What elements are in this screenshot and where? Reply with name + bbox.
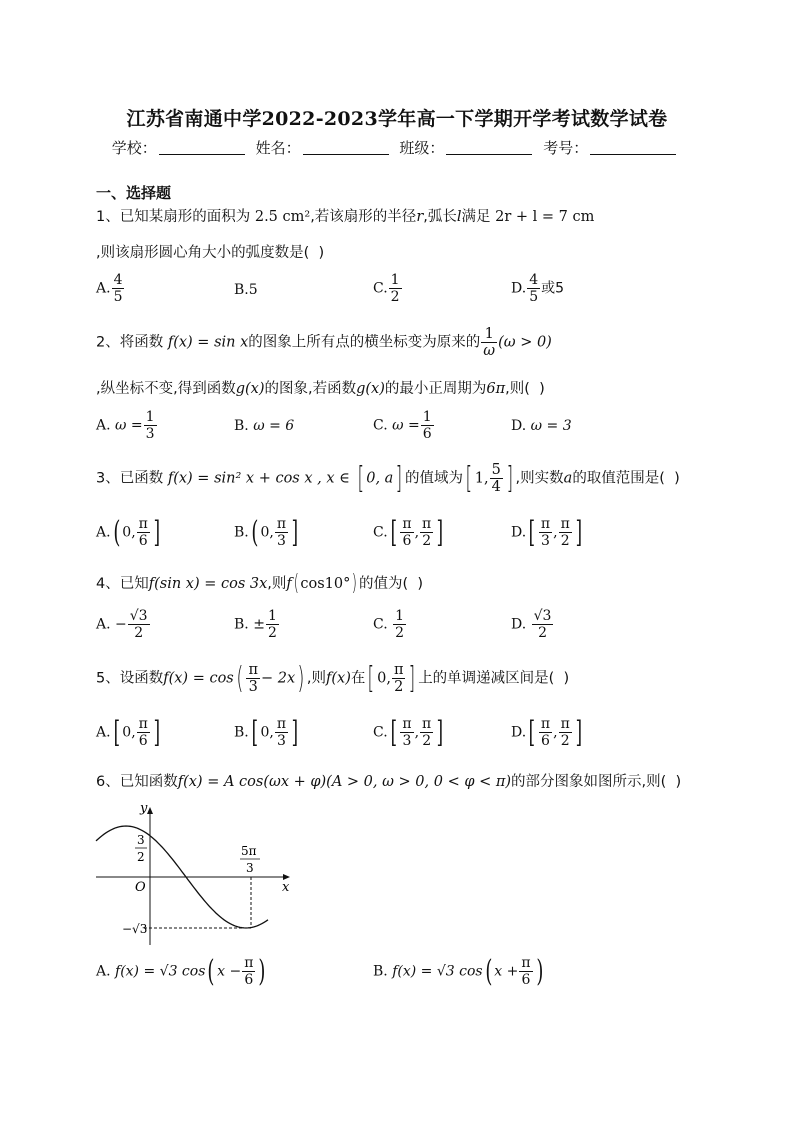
fraction (128, 608, 150, 641)
option-label: C. (373, 417, 388, 434)
name-label: 姓名： (255, 139, 301, 157)
question-text: 已知函数 (119, 774, 178, 790)
option-label: B. (234, 616, 249, 633)
option-3d[interactable]: D.[ $\frac{\pi}{3}$ , $\frac{\pi}{2}$ ] (511, 514, 582, 550)
bracket: ] (409, 660, 416, 696)
question-1-line-2: ,则该扇形圆心角大小的弧度数是( ) (96, 245, 325, 261)
denominator: 6 (244, 972, 254, 988)
fraction (389, 272, 402, 305)
option-4d[interactable] (511, 608, 554, 641)
numerator: 4 (113, 272, 123, 288)
function-graph (92, 798, 302, 948)
math-fx: f(x) (326, 670, 351, 687)
denominator: 5 (113, 289, 123, 305)
question-text: 的部分图象如图所示,则( ) (511, 774, 682, 790)
paren: ( (207, 953, 215, 989)
student-info-line (0, 137, 794, 158)
question-text: ,则实数 (515, 470, 564, 487)
question-number: 5、 (96, 670, 120, 687)
math-range: 1, (474, 470, 489, 487)
denominator: 2 (394, 679, 404, 695)
denominator: 6 (422, 426, 432, 442)
math-period: 6π (486, 381, 506, 397)
fraction (242, 955, 255, 988)
option-value: ω = 6 (253, 418, 295, 434)
question-number: 2、 (96, 334, 120, 351)
school-label: 学校： (111, 139, 157, 157)
question-text: 满足 (461, 209, 491, 225)
question-text: 已知某扇形的面积为 (119, 209, 251, 225)
option-2c[interactable] (373, 409, 435, 442)
section-heading: 一、选择题 (96, 184, 172, 202)
x-mark-denominator: 3 (246, 861, 254, 875)
math-function: f(x) = sin² x + cos x , x ∈ (167, 470, 350, 487)
math-l: l (456, 209, 462, 225)
option-3b[interactable] (234, 516, 301, 549)
fraction (490, 462, 503, 495)
fraction (393, 608, 406, 641)
y-top-denominator: 2 (137, 850, 145, 864)
fraction (421, 409, 434, 442)
option-1d[interactable] (511, 272, 564, 305)
bracket: ] (436, 714, 444, 750)
bracket: ] (395, 460, 403, 496)
question-number: 1、 (96, 209, 120, 225)
numerator: π (276, 716, 287, 732)
denominator: 2 (422, 733, 432, 749)
y-axis-arrow-icon (147, 807, 153, 814)
numerator: 1 (422, 409, 432, 425)
option-6a[interactable] (96, 955, 268, 988)
question-text: 的值为( ) (358, 576, 424, 592)
denominator: 3 (276, 533, 286, 549)
numerator: 1 (390, 272, 400, 288)
bracket: ] (153, 714, 160, 750)
option-2a[interactable] (96, 409, 158, 442)
bracket: ( (251, 514, 259, 550)
option-suffix: 或5 (541, 280, 565, 297)
paren: ) (352, 571, 358, 596)
math-f: f (286, 576, 292, 592)
question-text: 已函数 (119, 470, 164, 487)
numerator: 1 (481, 326, 497, 343)
bracket: [ (528, 514, 536, 550)
numerator: π (560, 716, 570, 732)
question-text: ,弧长 (423, 209, 457, 225)
option-label: D. (511, 524, 527, 541)
option-label: D. (511, 616, 527, 633)
denominator: 6 (402, 533, 412, 549)
option-label: B. (234, 282, 249, 298)
question-text: ,则 (306, 670, 327, 687)
option-prefix: ω = (392, 417, 420, 434)
math-a: a (563, 470, 573, 487)
paren: ) (297, 660, 305, 696)
x-axis-label: x (282, 880, 290, 895)
denominator: 6 (138, 533, 148, 549)
interval-low: 0, (122, 524, 136, 541)
fraction (532, 608, 554, 641)
question-text: 的取值范围是( ) (572, 470, 680, 487)
option-label: A. (96, 280, 111, 297)
question-number: 4、 (96, 576, 120, 592)
option-label: A. (96, 417, 111, 434)
option-label: C. (373, 616, 388, 633)
question-4-line (96, 569, 423, 599)
bracket: ] (575, 514, 582, 550)
paren: ( (293, 571, 299, 596)
fraction (539, 516, 552, 549)
numerator: π (560, 516, 570, 532)
question-text: 的图象,若函数 (264, 381, 357, 397)
bracket: ] (436, 514, 444, 550)
numerator: √3 (129, 608, 148, 624)
paren: ) (535, 953, 543, 989)
option-prefix: ω = (115, 417, 143, 434)
numerator: 1 (267, 608, 277, 624)
denominator: 3 (276, 733, 286, 749)
numerator: π (422, 716, 432, 732)
bracket: ( (112, 514, 120, 550)
paren: ( (236, 660, 244, 696)
denominator: 3 (248, 679, 258, 695)
option-label: D. (511, 418, 527, 434)
bracket: [ (390, 514, 397, 550)
bracket: ] (291, 714, 299, 750)
bracket: [ (528, 714, 536, 750)
denominator: 3 (402, 733, 412, 749)
bracket: [ (251, 714, 258, 750)
paren: ) (258, 953, 266, 989)
number-label: 考号： (543, 139, 589, 157)
denominator: 2 (134, 625, 144, 641)
option-inner: x + (494, 963, 519, 980)
bracket: ] (506, 460, 513, 496)
fraction (559, 516, 572, 549)
math-function: f(x) = A cos(ωx + φ) (177, 774, 327, 790)
interval-low: 0, (260, 524, 274, 541)
option-5c[interactable]: C.[ $\frac{\pi}{3}$ , $\frac{\pi}{2}$ ] (373, 714, 444, 750)
class-blank[interactable] (446, 154, 532, 155)
fraction (144, 409, 157, 442)
option-label: B. (234, 524, 249, 541)
question-6-line (96, 770, 681, 791)
option-5b[interactable] (234, 716, 301, 749)
denominator: 2 (267, 625, 277, 641)
fraction (275, 516, 288, 549)
option-1c[interactable] (373, 272, 403, 305)
math-r: r (416, 209, 424, 225)
numerator: 1 (145, 409, 155, 425)
math-condition: (A > 0, ω > 0, 0 < φ < π) (326, 774, 512, 790)
option-prefix: ± (253, 616, 265, 633)
option-label: D. (511, 724, 527, 741)
numerator: π (521, 955, 531, 971)
question-text: 设函数 (119, 670, 164, 687)
fraction (420, 516, 433, 549)
math-function: f(x) = cos (163, 670, 234, 687)
fraction (420, 716, 433, 749)
denominator: 6 (138, 733, 148, 749)
question-text: 将函数 (119, 334, 164, 351)
option-label: C. (373, 524, 388, 541)
numerator: π (393, 662, 404, 678)
option-value: 5 (248, 282, 258, 298)
option-label: B. (234, 418, 249, 434)
numerator: π (402, 716, 412, 732)
name-blank[interactable] (303, 154, 389, 155)
numerator: √3 (533, 608, 552, 624)
question-text: ,若该扇形的半径 (310, 209, 417, 225)
math-function: f(sin x) = cos 3x (148, 576, 268, 592)
question-5-line (96, 662, 569, 695)
numerator: 1 (395, 608, 405, 624)
numerator: π (248, 662, 259, 678)
question-text: 的最小正周期为 (384, 381, 487, 397)
numerator: π (276, 516, 287, 532)
denominator: 2 (538, 625, 548, 641)
paren: ( (484, 953, 492, 989)
question-2-line-2 (96, 377, 545, 398)
interval-low: 0, (260, 724, 274, 741)
fraction (400, 516, 413, 549)
math-equation: 2r + l = 7 cm (495, 209, 595, 225)
denominator: 3 (145, 426, 155, 442)
option-3c[interactable]: C.[ $\frac{\pi}{6}$ , $\frac{\pi}{2}$ ] (373, 514, 444, 550)
denominator: 2 (395, 625, 405, 641)
school-blank[interactable] (159, 154, 245, 155)
option-label: A. (96, 616, 111, 633)
origin-label: O (135, 880, 146, 895)
fraction (137, 516, 150, 549)
question-1-line-1 (96, 205, 594, 226)
numerator: 4 (529, 272, 539, 288)
option-inner: x − (217, 963, 242, 980)
option-label: C. (373, 280, 388, 297)
question-number: 6、 (96, 774, 120, 790)
option-5a[interactable] (96, 716, 163, 749)
denominator: 4 (491, 479, 501, 495)
number-blank[interactable] (590, 154, 676, 155)
option-2b[interactable] (234, 418, 294, 434)
math-condition: (ω > 0) (498, 334, 552, 351)
denominator: 5 (529, 289, 539, 305)
option-1b[interactable] (234, 282, 258, 298)
denominator: 6 (521, 972, 531, 988)
bracket: [ (368, 660, 375, 696)
numerator: π (402, 516, 412, 532)
option-label: A. (96, 724, 111, 741)
option-label: A. (96, 963, 111, 980)
math-function: f(x) = sin x (167, 334, 249, 351)
question-text: ,则( ) (505, 381, 545, 397)
option-label: C. (373, 724, 388, 741)
bracket: ] (153, 514, 160, 550)
y-axis-label: y (140, 801, 148, 816)
math-argument: − 2x (261, 670, 296, 687)
option-4a[interactable] (96, 608, 151, 641)
fraction (481, 326, 497, 359)
numerator: π (138, 716, 148, 732)
option-4b[interactable] (234, 608, 280, 641)
option-3a[interactable] (96, 516, 163, 549)
math-area: 2.5 cm² (254, 209, 311, 225)
option-prefix: f(x) = √3 cos (115, 963, 206, 980)
bracket: ] (291, 514, 299, 550)
fraction (400, 716, 413, 749)
class-label: 班级： (399, 139, 445, 157)
fraction (559, 716, 572, 749)
bracket: [ (357, 460, 364, 496)
bracket: [ (113, 714, 120, 750)
math-expression: cos10° (300, 576, 351, 592)
fraction (392, 662, 406, 695)
question-text: 在 (350, 670, 366, 687)
question-text: 上的单调递减区间是( ) (418, 670, 570, 687)
bracket: ] (575, 714, 582, 750)
question-text: ,纵坐标不变,得到函数 (96, 381, 236, 397)
y-bottom-label: −√3 (122, 922, 148, 936)
question-3-line (96, 462, 680, 495)
math-g: g(x) (356, 381, 385, 397)
numerator: π (422, 516, 432, 532)
x-mark-numerator: 5π (241, 844, 257, 858)
option-value: ω = 3 (530, 418, 572, 434)
math-g: g(x) (235, 381, 265, 397)
question-2-line-1 (96, 326, 552, 359)
numerator: π (540, 716, 551, 732)
question-text: 已知 (119, 576, 149, 592)
denominator: 3 (541, 533, 550, 549)
fraction (246, 662, 260, 695)
option-2d[interactable] (511, 418, 572, 434)
option-1a[interactable] (96, 272, 125, 305)
numerator: π (244, 955, 254, 971)
math-interval: 0, a (366, 470, 394, 487)
fraction (137, 716, 150, 749)
option-prefix: − (115, 616, 127, 633)
option-label: A. (96, 524, 111, 541)
interval-low: 0, (377, 670, 391, 687)
question-text: ,则 (267, 576, 287, 592)
option-label: B. (234, 724, 249, 741)
fraction (527, 272, 540, 305)
interval-low: 0, (122, 724, 136, 741)
option-label: B. (373, 963, 388, 980)
option-6b[interactable] (373, 955, 545, 988)
fraction (275, 716, 288, 749)
denominator: 2 (560, 533, 570, 549)
option-5d[interactable]: D.[ $\frac{\pi}{6}$ , $\frac{\pi}{2}$ ] (511, 714, 582, 750)
question-number: 3、 (96, 470, 120, 487)
numerator: π (540, 516, 551, 532)
bracket: [ (390, 714, 397, 750)
fraction (539, 716, 552, 749)
option-label: D. (511, 280, 527, 297)
denominator: 2 (422, 533, 432, 549)
y-top-numerator: 3 (137, 833, 145, 847)
denominator: ω (483, 343, 496, 359)
question-text: 的图象上所有点的横坐标变为原来的 (248, 334, 481, 351)
fraction (112, 272, 125, 305)
page-title: 江苏省南通中学2022-2023学年高一下学期开学考试数学试卷 (126, 108, 668, 130)
question-text: 的值域为 (405, 470, 464, 487)
denominator: 2 (390, 289, 400, 305)
option-4c[interactable] (373, 608, 407, 641)
denominator: 2 (560, 733, 570, 749)
option-prefix: f(x) = √3 cos (392, 963, 483, 980)
numerator: π (138, 516, 148, 532)
numerator: 5 (491, 462, 501, 478)
fraction (266, 608, 279, 641)
denominator: 6 (541, 733, 550, 749)
bracket: [ (465, 460, 473, 496)
fraction (519, 955, 532, 988)
